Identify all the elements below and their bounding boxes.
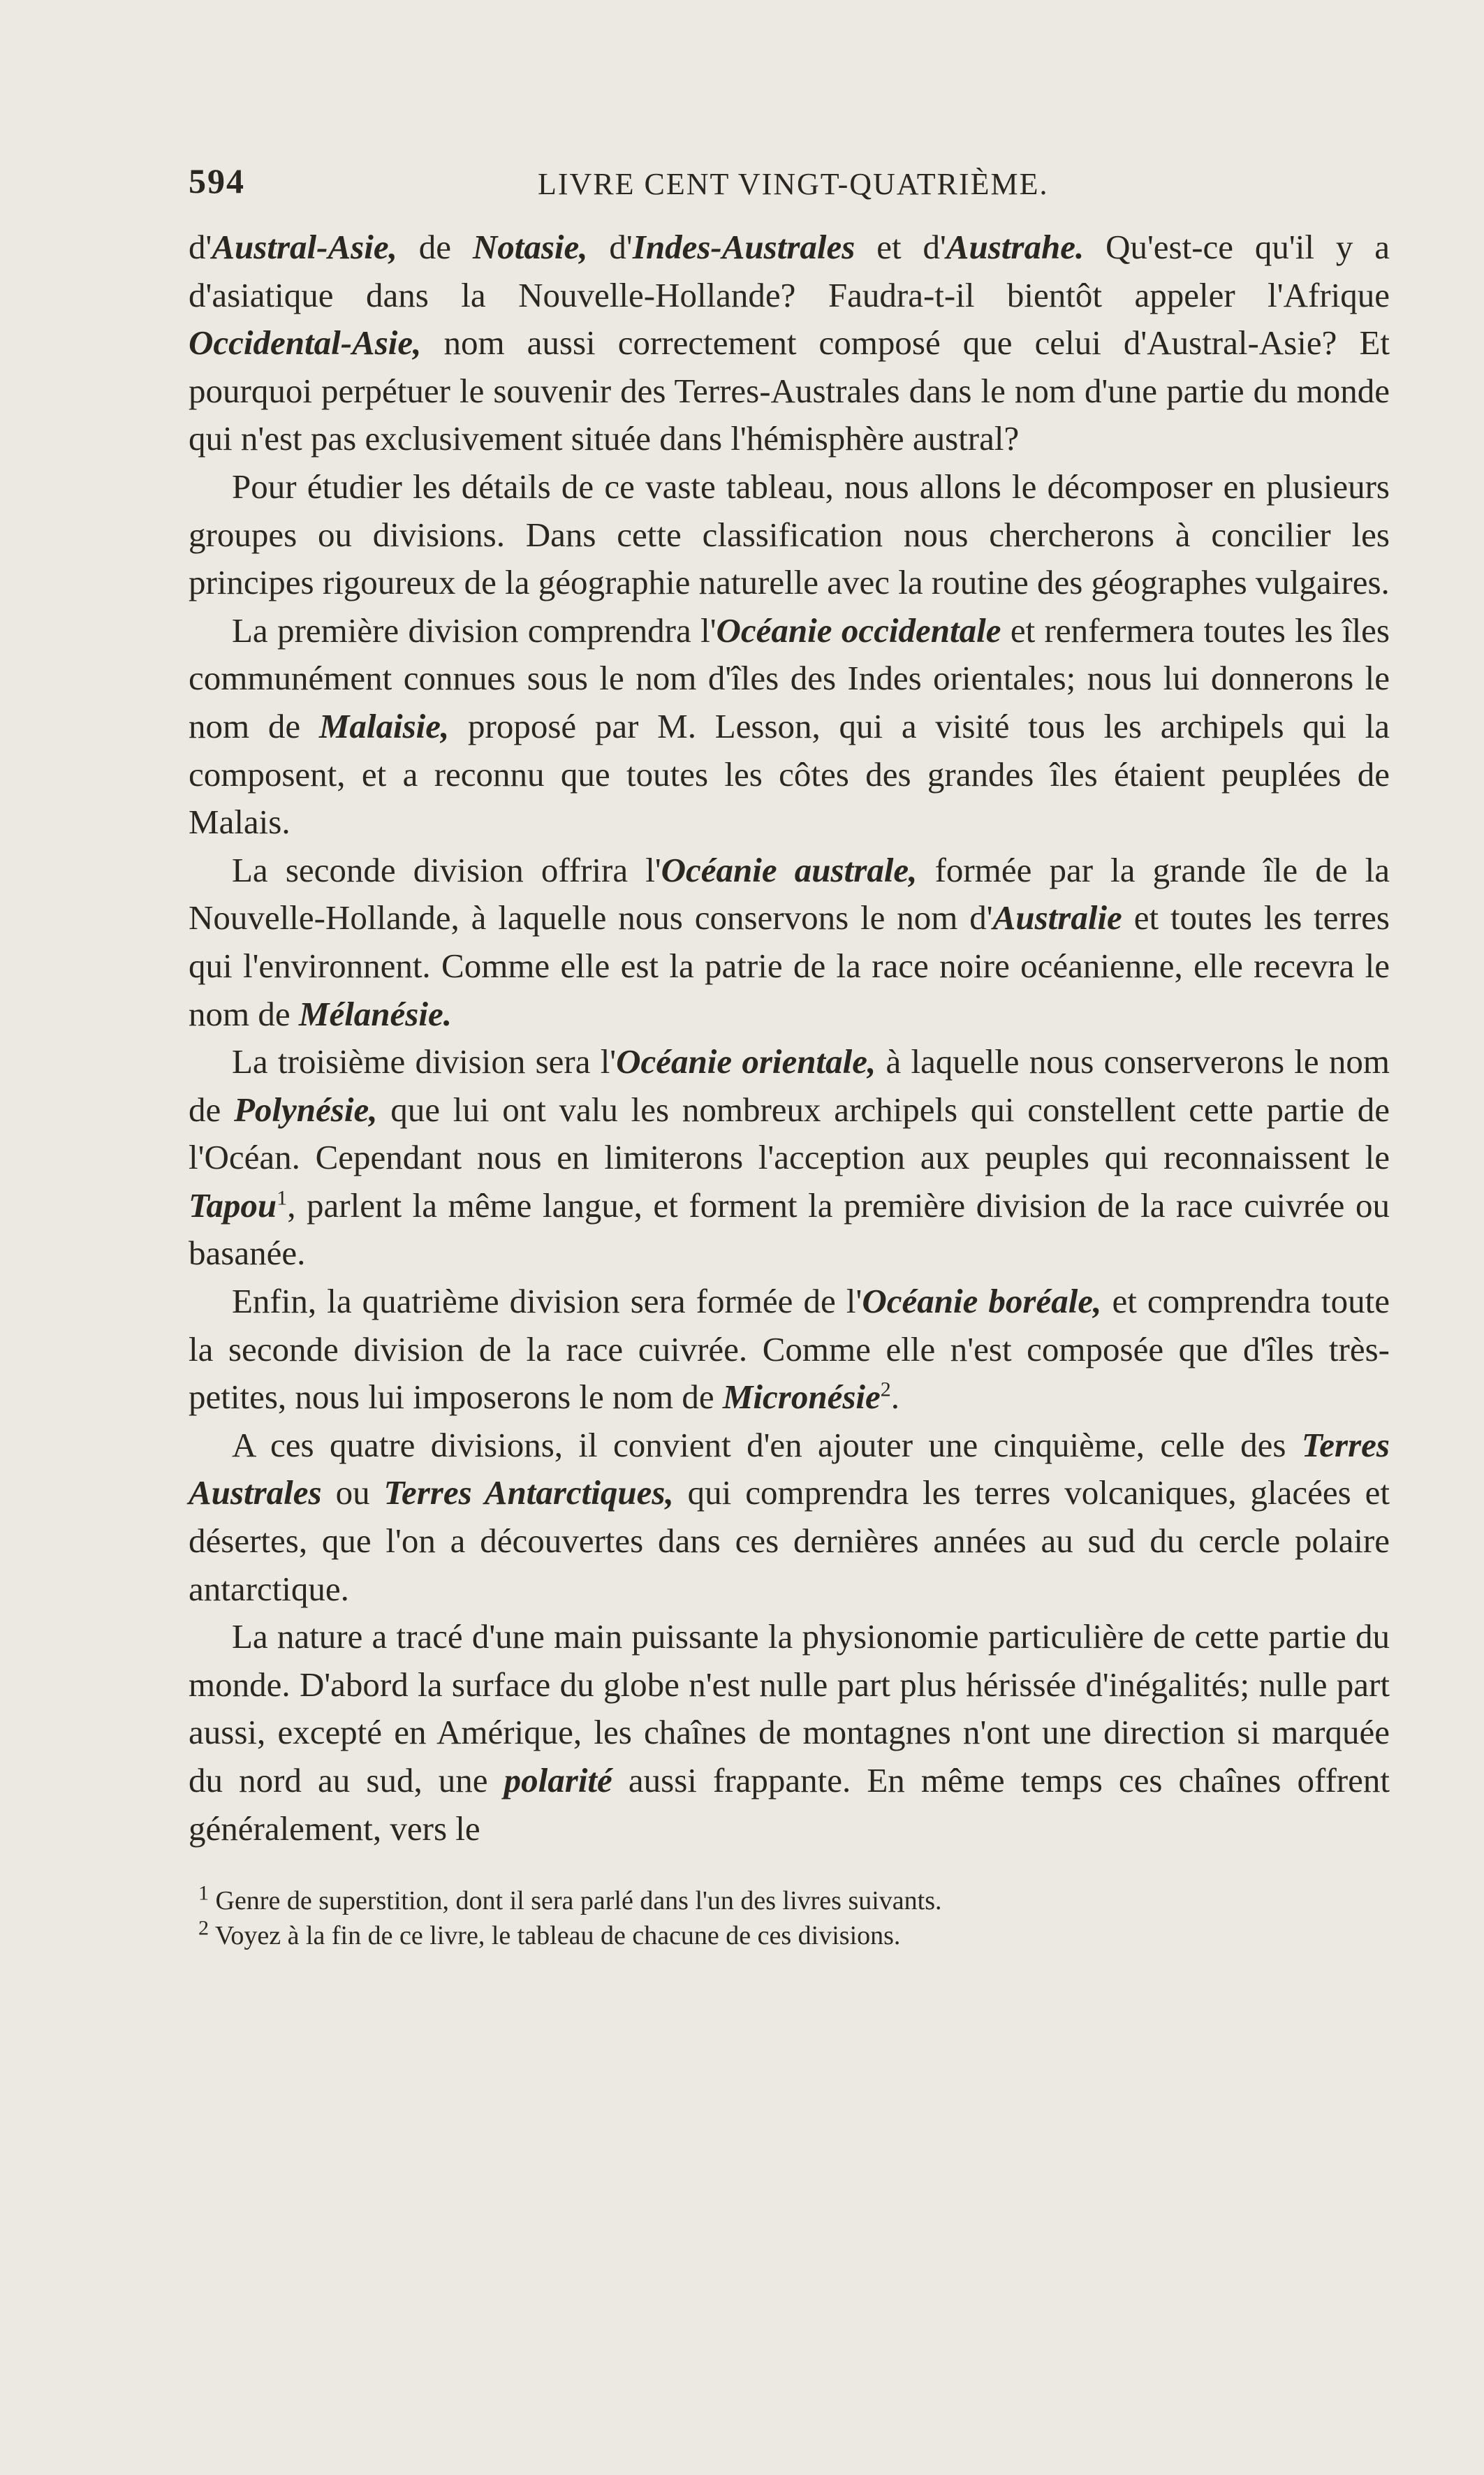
italic-term: Océanie australe, (661, 850, 918, 889)
text-run: La seconde division offrira l' (232, 850, 661, 889)
text-run: d' (189, 228, 212, 266)
footnote (189, 1918, 1390, 1953)
italic-term: Notasie, (472, 228, 588, 266)
paragraph (189, 1613, 1390, 1853)
paragraph (189, 224, 1390, 463)
text-run: aussi frappante. En même temps ces chaînes offrent généralement, vers le (189, 1761, 1390, 1848)
text-run: et renfermera toutes les îles communément connues sous le nom d'îles des Indes orientales; nous lui donnerons le nom de (189, 611, 1390, 745)
footnotes (189, 1883, 1390, 1953)
italic-term: Malaisie, (318, 706, 450, 745)
text-run: d' (587, 228, 633, 266)
page-header (189, 161, 1390, 217)
text-run: Pour étudier les détails de ce vaste tableau, nous allons le décomposer en plusieurs groupes ou divisions. Dans cette classification nous chercherons à concilier les principes rigoureux de la géographie naturelle avec la routine des géographes vulgaires. (189, 467, 1390, 602)
italic-term: Australie (992, 898, 1122, 937)
text-run: La nature a tracé d'une main puissante la physionomie particulière de cette partie du monde. D'abord la surface du globe n'est nulle part plus hérissée d'inégalités; nulle part aussi, excepté en Amérique, les chaînes de montagnes n'ont une direction si marquée du nord au sud, une (189, 1617, 1390, 1799)
italic-term: Terres Australes (189, 1425, 1390, 1512)
text-run: , parlent la même langue, et forment la première division de la race cuivrée ou basanée. (189, 1185, 1390, 1273)
footnote-text: Voyez à la fin de ce livre, le tableau de chacune de ces divisions. (209, 1921, 901, 1951)
paragraph (189, 607, 1390, 847)
running-title: LIVRE CENT VINGT-QUATRIÈME. (538, 167, 1049, 201)
footnote-ref: 1 (277, 1186, 288, 1210)
paragraph (189, 1278, 1390, 1422)
text-run: qui comprendra les terres volcaniques, glacées et désertes, que l'on a découvertes dans ces dernières années au sud du cercle polaire antarctique. (189, 1473, 1390, 1608)
footnote-mark: 1 (198, 1881, 209, 1905)
paragraph (189, 1422, 1390, 1613)
italic-term: Terres Antarctiques, (383, 1473, 674, 1512)
text-run: et toutes les terres qui l'environnent. Comme elle est la patrie de la race noire océanienne, elle recevra le nom de (189, 898, 1390, 1033)
paragraph (189, 463, 1390, 607)
body-text (189, 224, 1390, 1853)
text-run: à laquelle nous conserverons le nom de (189, 1042, 1390, 1129)
italic-term: polarité (504, 1761, 612, 1799)
footnote (189, 1883, 1390, 1918)
paragraph (189, 1038, 1390, 1278)
footnote-mark: 2 (198, 1916, 209, 1940)
italic-term: Océanie boréale, (862, 1282, 1102, 1321)
italic-term: Polynésie, (234, 1090, 378, 1129)
footnote-text: Genre de superstition, dont il sera parlé dans l'un des livres suivants. (209, 1886, 942, 1916)
footnote-ref: 2 (880, 1378, 891, 1401)
text-run: A ces quatre divisions, il convient d'en ajouter une cinquième, celle des (232, 1425, 1302, 1464)
italic-term: Océanie orientale, (616, 1042, 876, 1081)
text-run: et comprendra toute la seconde division de la race cuivrée. Comme elle n'est composée que d'îles très-petites, nous lui imposerons le nom de (189, 1282, 1390, 1417)
text-run: de (397, 228, 473, 266)
text-run: nom aussi correctement composé que celui d'Austral-Asie? Et pourquoi perpétuer le souvenir des Terres-Australes dans le nom d'une partie du monde qui n'est pas exclusivement située dans l'hémisphère austral? (189, 323, 1390, 458)
text-run: Enfin, la quatrième division sera formée de l' (232, 1282, 862, 1321)
text-run: Qu'est-ce qu'il y a d'asiatique dans la Nouvelle-Hollande? Faudra-t-il bientôt appeler l'Afrique (189, 228, 1390, 314)
text-run: . (890, 1378, 900, 1417)
paragraph (189, 847, 1390, 1038)
italic-term: Tapou (189, 1185, 277, 1225)
italic-term: Austral-Asie, (212, 228, 397, 266)
book-page (189, 161, 1390, 2396)
text-run: ou (321, 1473, 384, 1512)
italic-term: Micronésie (722, 1378, 881, 1417)
italic-term: Mélanésie. (298, 994, 452, 1033)
italic-term: Occidental-Asie, (189, 323, 422, 363)
italic-term: Océanie occidentale (716, 611, 1001, 650)
text-run: La première division comprendra l' (232, 611, 717, 650)
italic-term: Indes-Australes (632, 228, 855, 266)
text-run: proposé par M. Lesson, qui a visité tous les archipels qui la composent, et a reconnu que toutes les côtes des grandes îles étaient peuplées de Malais. (189, 706, 1390, 842)
italic-term: Austrahe. (946, 228, 1085, 266)
text-run: que lui ont valu les nombreux archipels qui constellent cette partie de l'Océan. Cependant nous en limiterons l'acception aux peuples qui reconnaissent le (189, 1090, 1390, 1177)
text-run: La troisième division sera l' (232, 1042, 617, 1081)
text-run: et d' (855, 228, 946, 266)
text-run: formée par la grande île de la Nouvelle-Hollande, à laquelle nous conservons le nom d' (189, 850, 1390, 937)
page-number: 594 (189, 161, 245, 200)
